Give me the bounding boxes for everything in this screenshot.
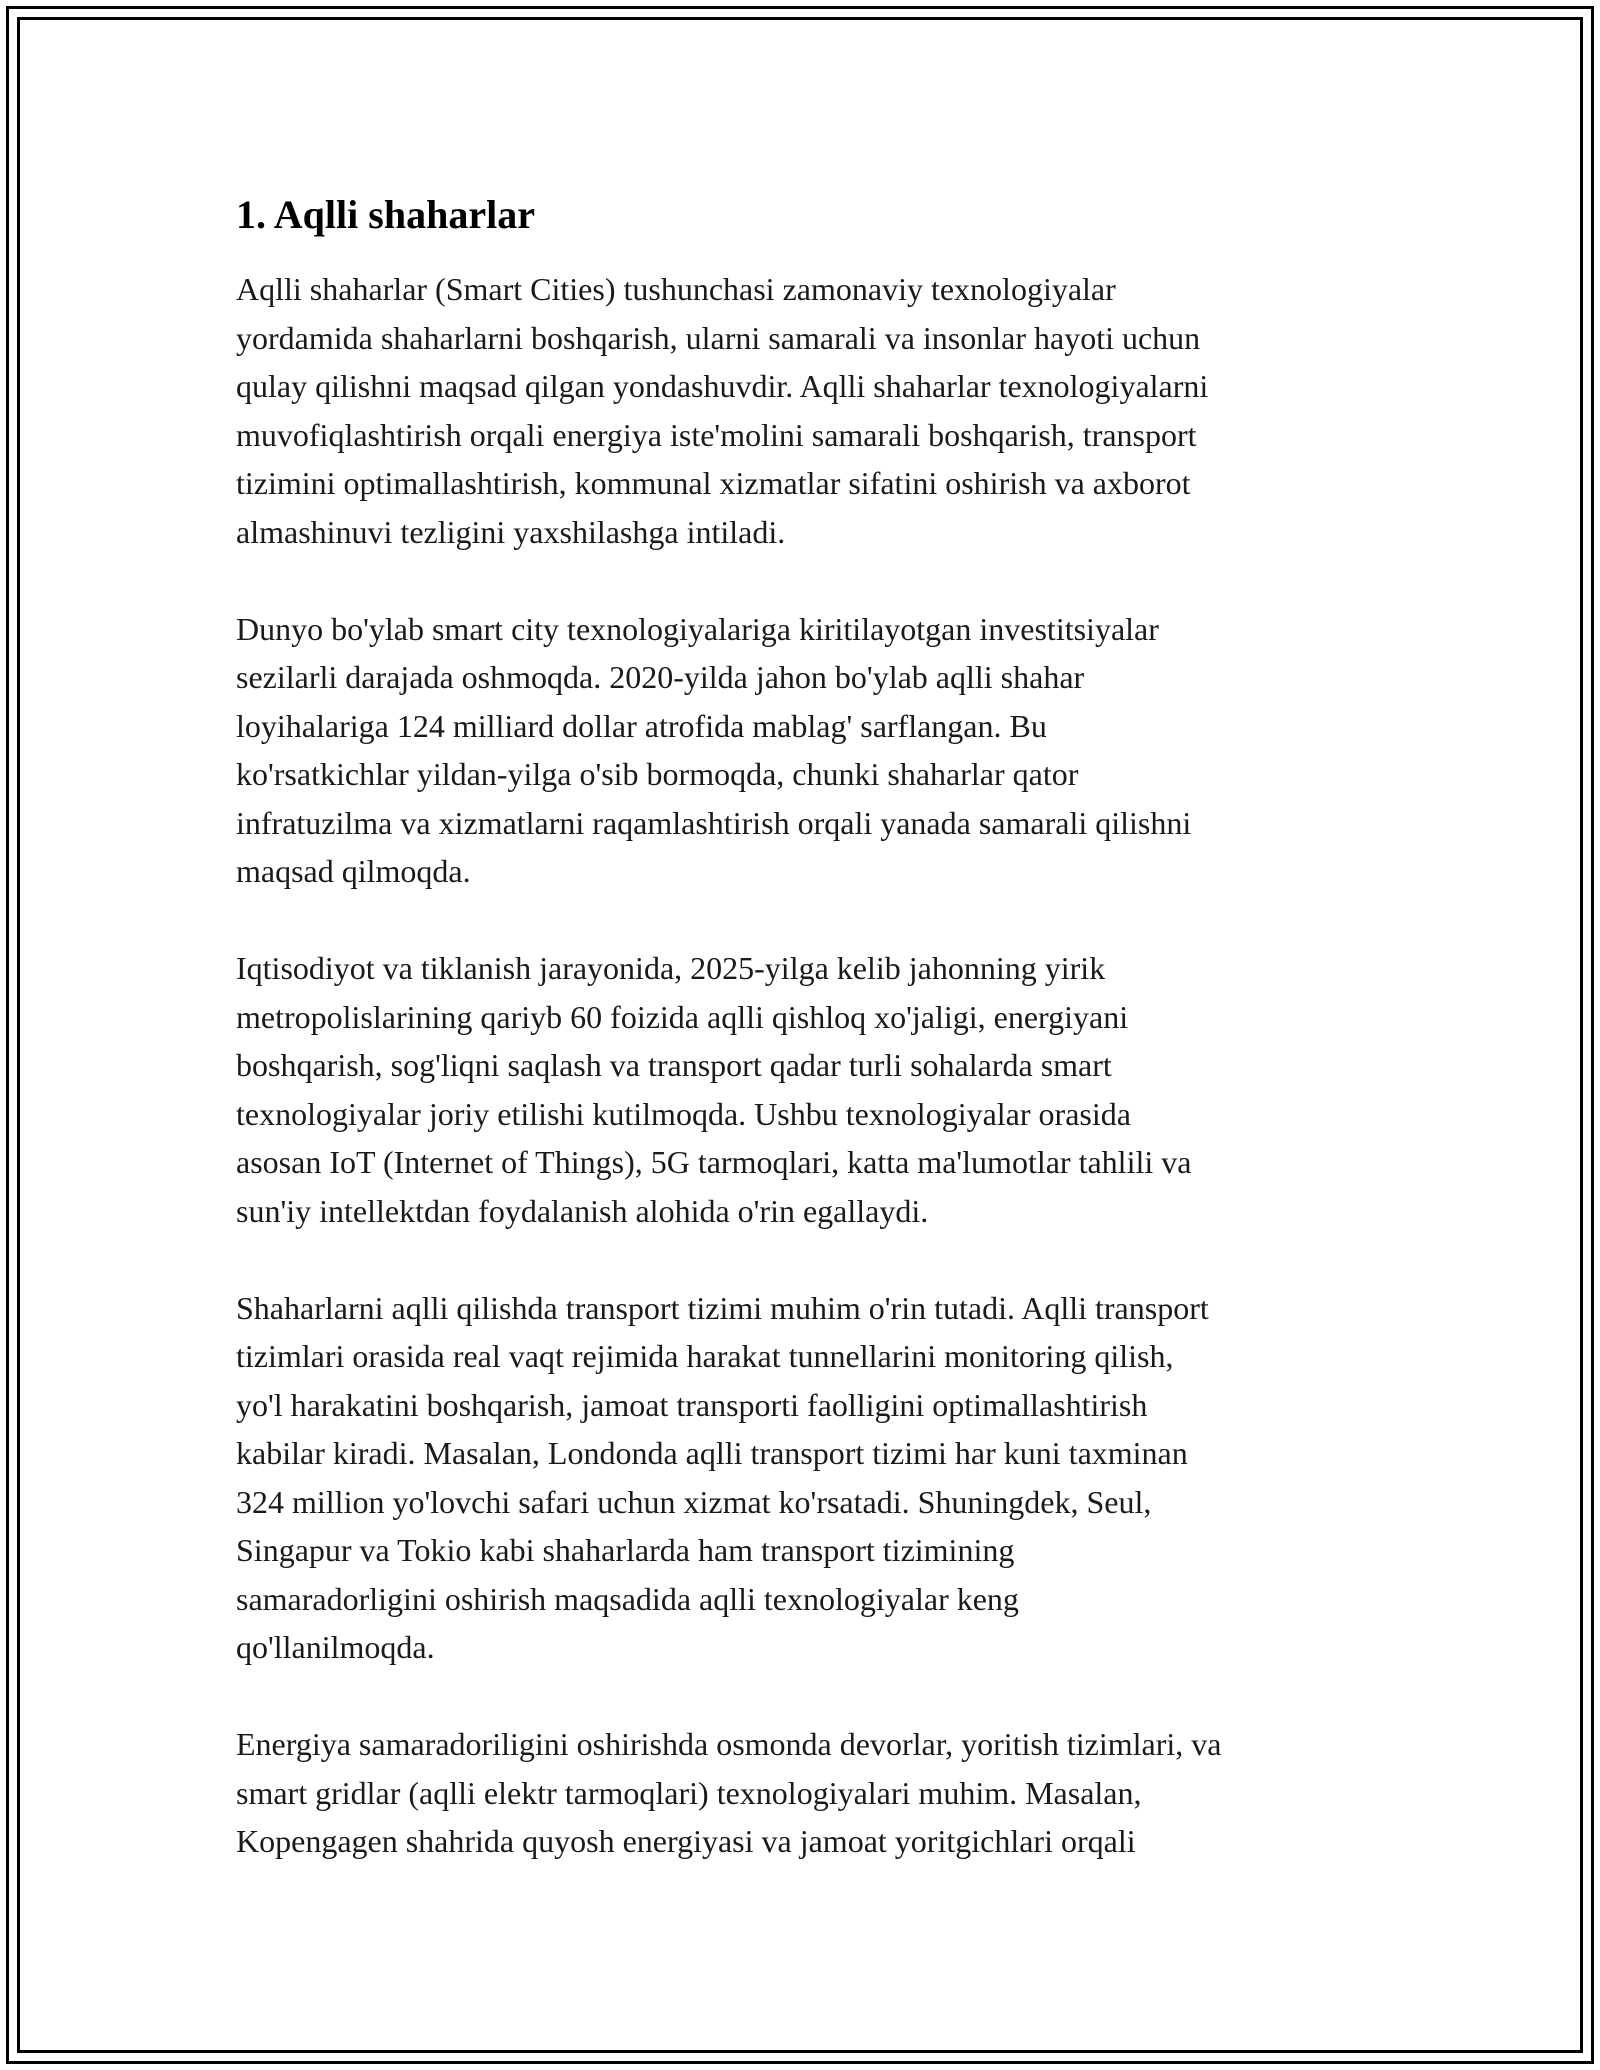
text-line: sezilarli darajada oshmoqda. 2020-yilda jahon bo'ylab aqlli shahar [236, 659, 1085, 695]
paragraph-smart-cities-definition [236, 265, 1386, 556]
text-line: texnologiyalar joriy etilishi kutilmoqda. Ushbu texnologiyalar orasida [236, 1095, 1131, 1132]
text-line: 324 million yo'lovchi safari uchun xizmat ko'rsatadi. Shuningdek, Seul, [236, 1483, 1152, 1520]
text-line: Dunyo bo'ylab smart city texnologiyalariga kiritilayotgan investitsiyalar [236, 610, 1159, 647]
text-line: sun'iy intellektdan foydalanish alohida o'rin egallaydi. [236, 1192, 929, 1229]
text-line: tizimini optimallashtirish, kommunal xizmatlar sifatini oshirish va axborot [236, 465, 1191, 501]
text-line: samaradorligini oshirish maqsadida aqlli texnologiyalar keng [236, 1580, 1019, 1617]
text-line: muvofiqlashtirish orqali energiya iste'molini samarali boshqarish, transport [236, 416, 1197, 453]
text-line: maqsad qilmoqda. [236, 853, 471, 889]
text-line: Aqlli shaharlar (Smart Cities) tushunchasi zamonaviy texnologiyalar [236, 271, 1116, 307]
text-line: yo'l harakatini boshqarish, jamoat transporti faolligini optimallashtirish [236, 1386, 1148, 1423]
text-line: qulay qilishni maqsad qilgan yondashuvdir. Aqlli shaharlar texnologiyalarni [236, 368, 1209, 404]
paragraph-investments [236, 605, 1386, 896]
text-line: Singapur va Tokio kabi shaharlarda ham transport tizimining [236, 1532, 1015, 1568]
paragraph-energy [236, 1720, 1386, 1866]
text-line: loyihalariga 124 milliard dollar atrofida mablag' sarflangan. Bu [236, 707, 1047, 744]
document-body [236, 185, 1386, 1914]
text-line: metropolislarining qariyb 60 foizida aqlli qishloq xo'jaligi, energiyani [236, 998, 1129, 1035]
text-line: qo'llanilmoqda. [236, 1629, 435, 1665]
paragraph-transport [236, 1284, 1386, 1672]
text-line: infratuzilma va xizmatlarni raqamlashtirish orqali yanada samarali qilishni [236, 804, 1192, 841]
text-line: Energiya samaradoriligini oshirishda osmonda devorlar, yoritish tizimlari, va [236, 1726, 1222, 1762]
text-line: Kopengagen shahrida quyosh energiyasi va jamoat yoritgichlari orqali [236, 1823, 1136, 1859]
text-line: smart gridlar (aqlli elektr tarmoqlari) texnologiyalari muhim. Masalan, [236, 1774, 1142, 1811]
text-line: Shaharlarni aqlli qilishda transport tizimi muhim o'rin tutadi. Aqlli transport [236, 1289, 1209, 1326]
text-line: boshqarish, sog'liqni saqlash va transport qadar turli sohalarda smart [236, 1047, 1112, 1083]
text-line: tizimlari orasida real vaqt rejimida harakat tunnellarini monitoring qilish, [236, 1338, 1174, 1374]
text-line: asosan IoT (Internet of Things), 5G tarmoqlari, katta ma'lumotlar tahlili va [236, 1144, 1192, 1180]
section-heading: 1. Aqlli shaharlar [236, 192, 535, 237]
text-line: yordamida shaharlarni boshqarish, ularni samarali va insonlar hayoti uchun [236, 319, 1201, 356]
text-line: Iqtisodiyot va tiklanish jarayonida, 2025-yilga kelib jahonning yirik [236, 950, 1106, 986]
text-line: kabilar kiradi. Masalan, Londonda aqlli transport tizimi har kuni taxminan [236, 1435, 1188, 1471]
text-line: ko'rsatkichlar yildan-yilga o'sib bormoqda, chunki shaharlar qator [236, 756, 1079, 792]
paragraph-economy-recovery [236, 944, 1386, 1235]
text-line: almashinuvi tezligini yaxshilashga intiladi. [236, 513, 786, 550]
